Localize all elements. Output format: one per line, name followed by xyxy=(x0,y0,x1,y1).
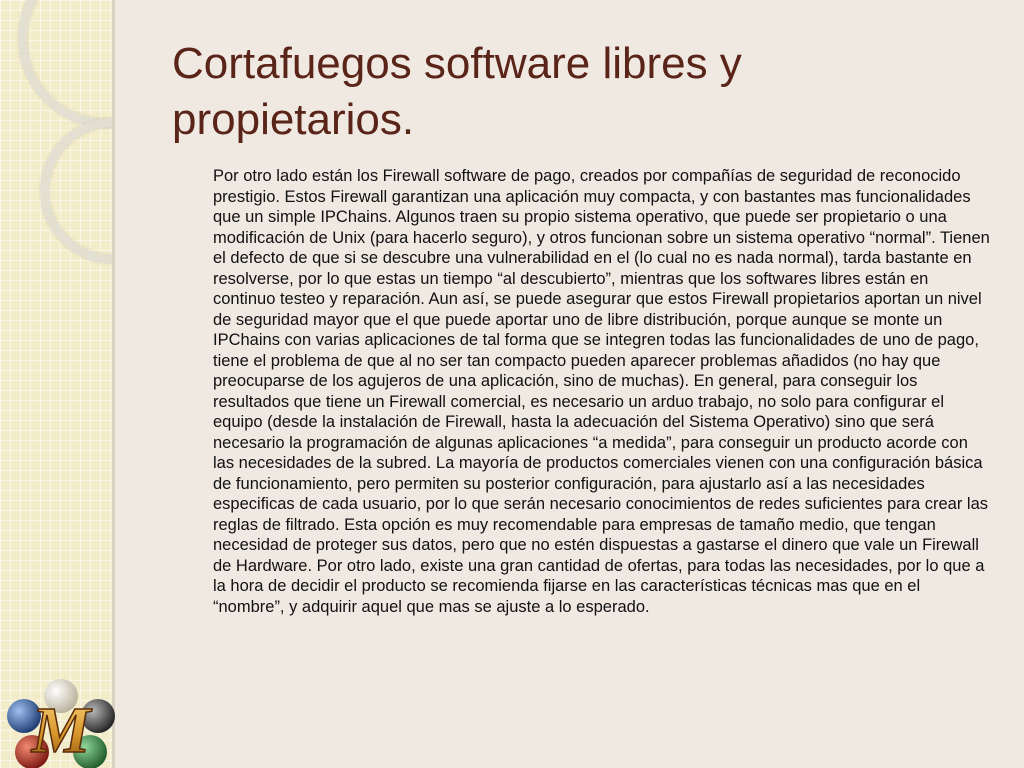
side-band-divider xyxy=(112,0,115,768)
decorative-side-band xyxy=(0,0,112,768)
slide-title: Cortafuegos software libres y propietarios. xyxy=(172,39,742,144)
decorative-ring-top xyxy=(18,0,112,128)
decorative-ring-middle xyxy=(40,118,112,264)
logo-letter: M xyxy=(31,694,91,767)
magic-logo-icon xyxy=(2,678,120,768)
slide-body-text: Por otro lado están los Firewall software de pago, creados por compañías de seguridad de reconocido prestigio. Estos Firewall garantizan una aplicación muy compacta, y con bastantes mas funcionalidades que un simple IPChains. Algunos traen su propio sistema operativo, que puede ser propietario o una modificación de Unix (para hacerlo seguro), y otros funcionan sobre un sistema operativo “normal”. Tienen el defecto de que si se descubre una vulnerabilidad en el (lo cual no es nada normal), tarda bastante en resolverse, por lo que estas un tiempo “al descubierto”, mientras que los softwares libres están en continuo testeo y reparación. Aun así, se puede asegurar que estos Firewall propietarios aportan un nivel de seguridad mayor que el que puede aportar uno de libre distribución, porque aunque se monte un IPChains con varias aplicaciones de tal forma que se integren todas las funcionalidades de uno de pago, tiene el problema de que al no ser tan compacto pueden aparecer problemas añadidos (no hay que preocuparse de los agujeros de una aplicación, sino de muchas). En general, para conseguir los resultados que tiene un Firewall comercial, es necesario un arduo trabajo, no solo para configurar el equipo (desde la instalación de Firewall, hasta la adecuación del Sistema Operativo) sino que será necesario la programación de algunas aplicaciones “a medida”, para conseguir un producto acorde con las necesidades de la subred. La mayoría de productos comerciales vienen con una configuración básica de funcionamiento, pero permiten su posterior configuración, para ajustarlo así a las necesidades especificas de cada usuario, por lo que serán necesario conocimientos de redes suficientes para crear las reglas de filtrado. Esta opción es muy recomendable para empresas de tamaño medio, que tengan necesidad de proteger sus datos, pero que no estén dispuestas a gastarse el dinero que vale un Firewall de Hardware. Por otro lado, existe una gran cantidad de ofertas, para todas las necesidades, por lo que a la hora de decidir el producto se recomienda fijarse en las características técnicas mas que en el “nombre”, y adquirir aquel que mas se ajuste a lo esperado. xyxy=(213,167,990,616)
